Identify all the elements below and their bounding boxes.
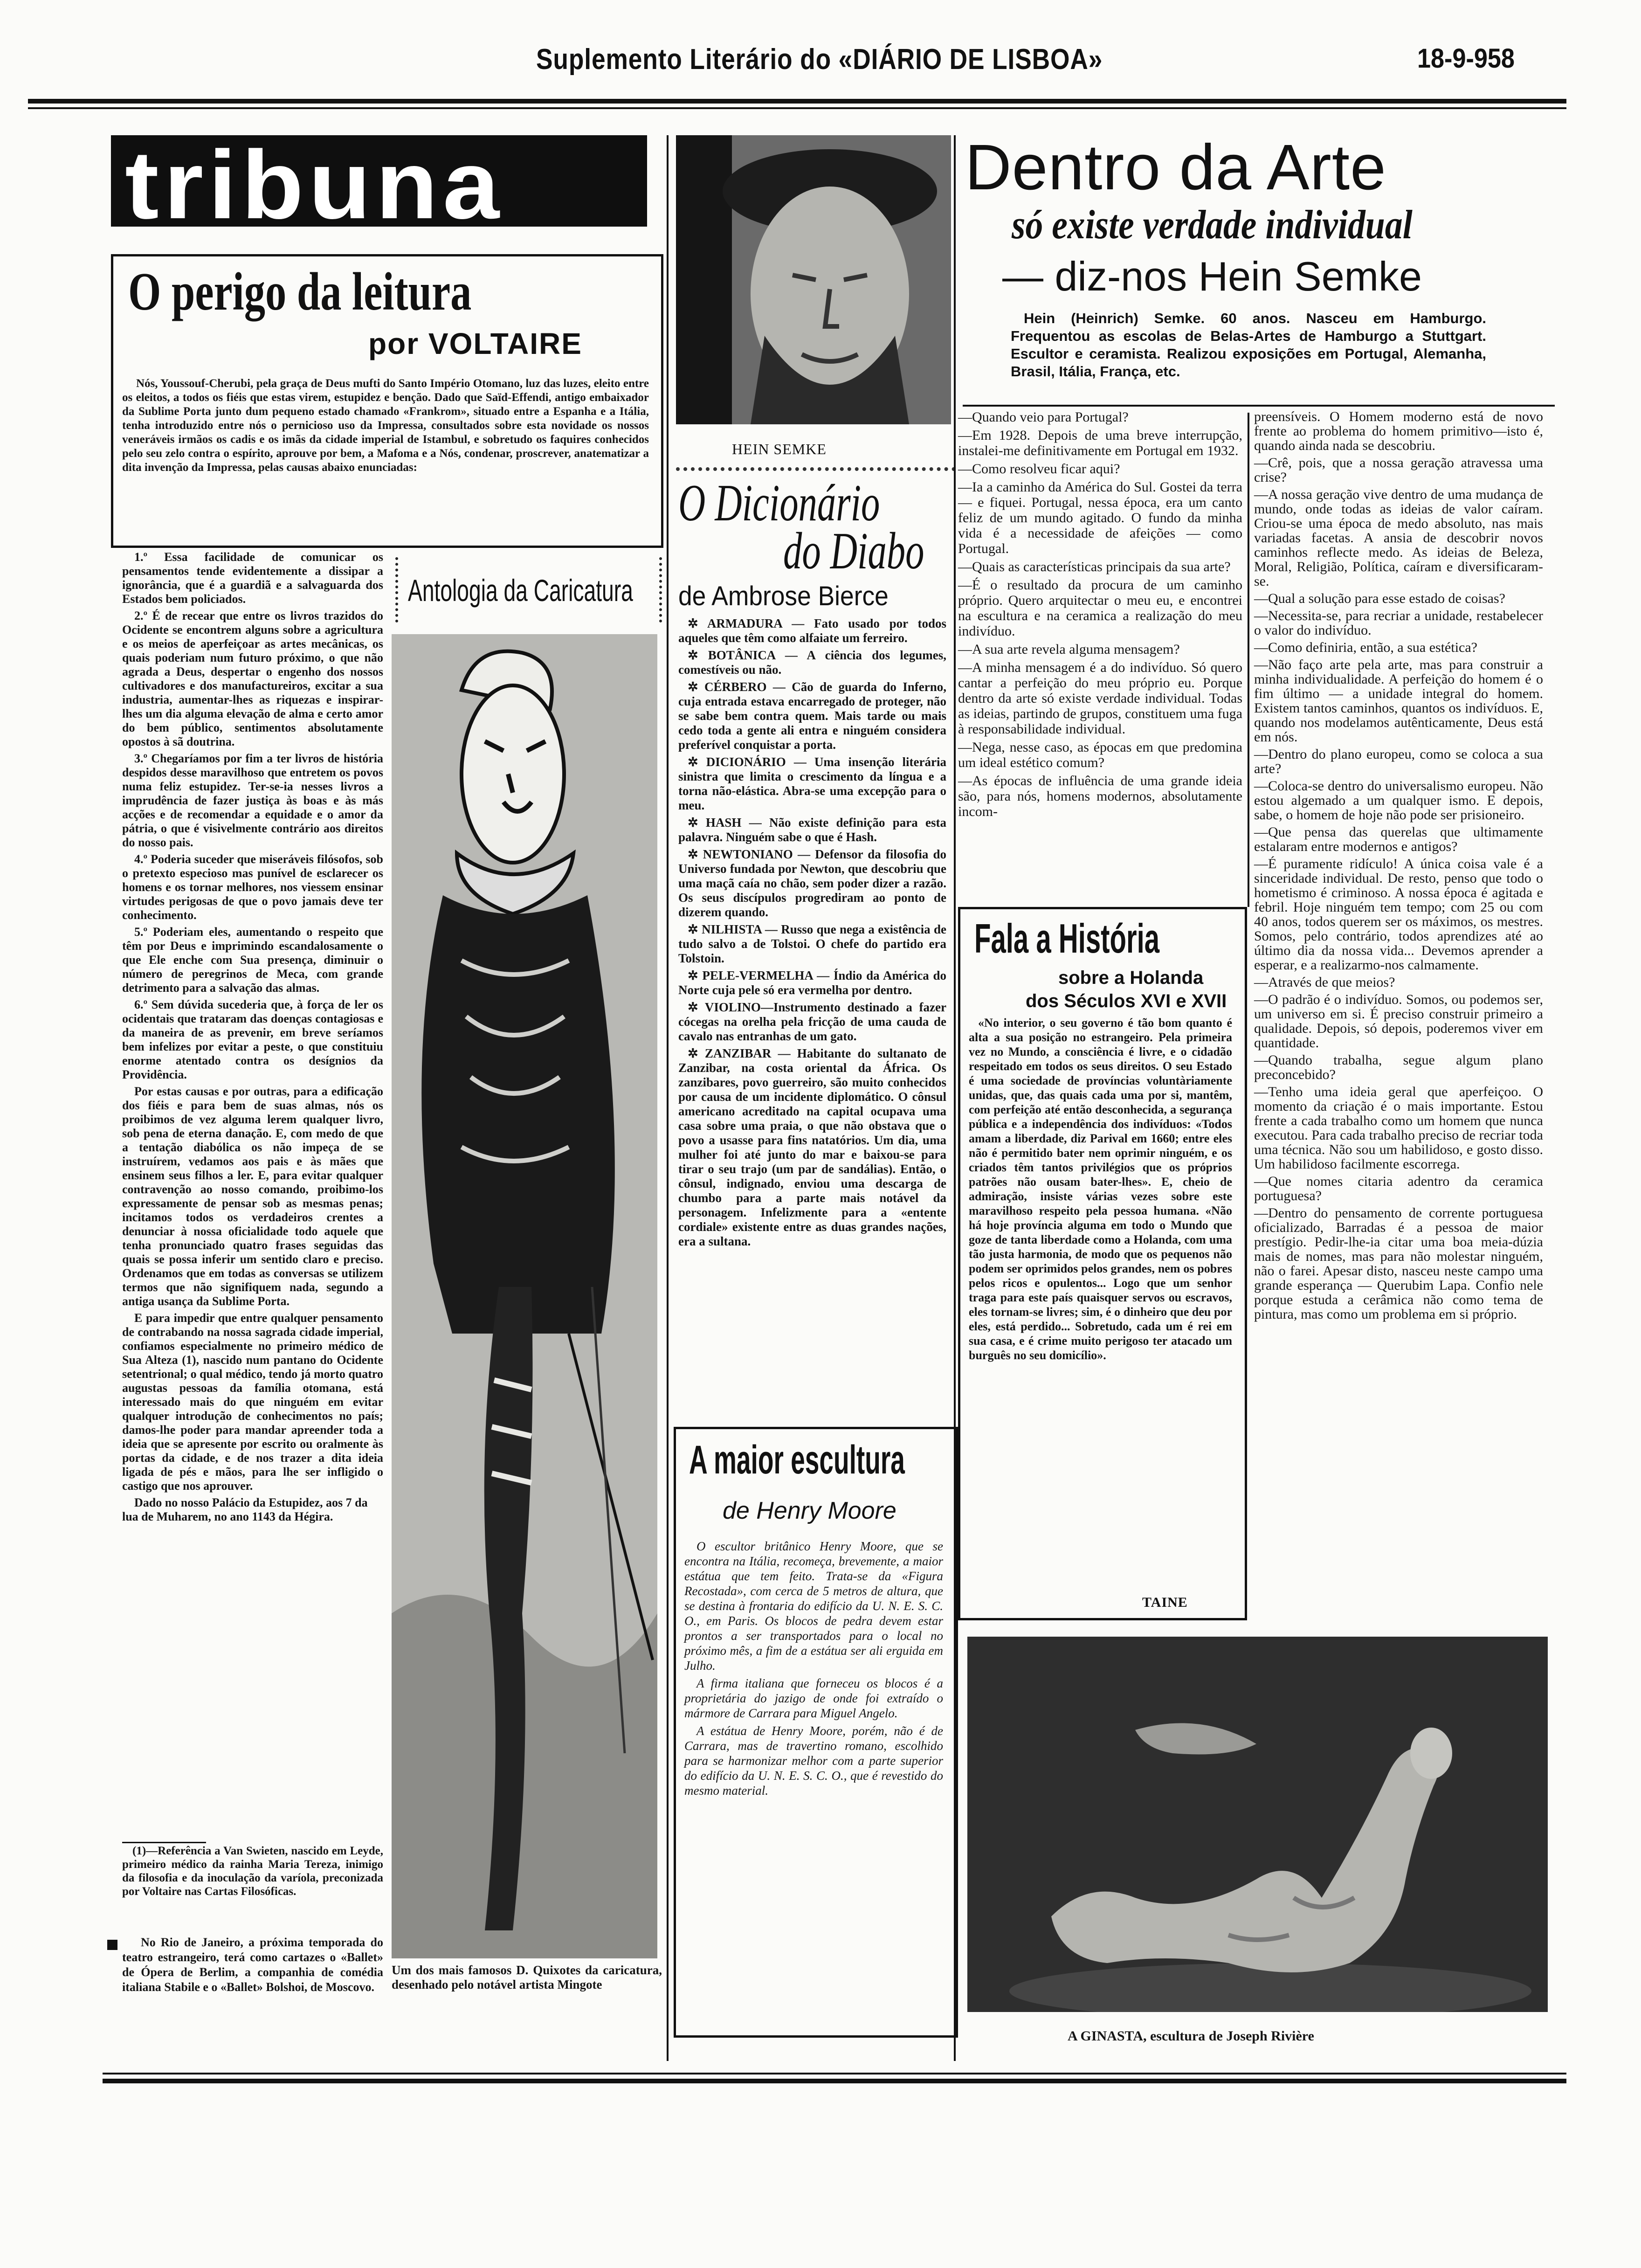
moore-paragraph: A firma italiana que forneceu os blocos é a proprietária do jazigo de onde foi extraído o mármore de Carrara para Miguel Angelo. <box>684 1676 943 1720</box>
arte-line: —Nega, nesse caso, as épocas em que predomina um ideal estético comum? <box>958 740 1242 770</box>
arte-line: —É puramente ridículo! A única coisa vale é a sinceridade individual. De resto, penso que todo o hometismo é criminoso. A nossa época é agitada e febril. Hoje ninguém tem tempo; com 25 ou com 40 anos, todos querem ser os máximos, os mestres. Somos, pelo contrário, todos aprendizes até ao último dia da nossa vida... Devemos aprender a esperar, e a realizarmo-nos calmamente. <box>1254 856 1543 973</box>
tribuna-paragraph: 6.º Sem dúvida sucederia que, à força de ler os ocidentais que trataram das doenças contagiosas e da maneira de as prevenir, em breve seríamos bem infelizes por evitar a peste, o que constituiu enorme atentado contra os desígnios da Providência. <box>122 998 383 1081</box>
gloss-entry: ✲ VIOLINO—Instrumento destinado a fazer cócegas na orelha pela fricção de uma cauda de cavalo nas entranhas de um gato. <box>678 1000 947 1043</box>
tribuna-byline: por VOLTAIRE <box>368 327 582 360</box>
arte-col-1 <box>958 409 1242 822</box>
arte-subtitle: só existe verdade individual <box>1012 202 1413 248</box>
gloss-def: — Índio da América do Norte cuja pele só era vermelha por dentro. <box>678 968 946 997</box>
header-title: Suplemento Literário do «DIÁRIO DE LISBOA» <box>536 43 1103 76</box>
historia-title: Fala a História <box>974 915 1160 961</box>
bullet-square <box>107 1940 117 1950</box>
gloss-term: DICIONÁRIO <box>706 755 786 769</box>
arte-line: —Através de que meios? <box>1254 975 1395 990</box>
caricatura-caption: Um dos mais famosos D. Quixotes da caricatura, desenhado pelo notável artista Mingote <box>392 1963 662 1991</box>
historia-author: TAINE <box>1142 1595 1188 1610</box>
arte-line: —As épocas de influência de uma grande ideia são, para nós, homens modernos, absolutamente incom- <box>958 773 1242 819</box>
rio-brief: No Rio de Janeiro, a próxima temporada do teatro estrangeiro, terá como cartazes o «Ballet» de Ópera de Berlim, a companhia de comédia italiana Stabile e o «Ballet» Bolshoi, de Moscovo. <box>122 1936 383 1994</box>
arte-subtitle-2: — diz-nos Hein Semke <box>1002 253 1422 299</box>
gloss-term: ZANZIBAR <box>704 1046 772 1060</box>
moore-paragraph: O escultor britânico Henry Moore, que se encontra na Itália, recomeça, brevemente, a maior estátua que tem feito. Trata-se da «Figura Recostada», com cerca de 5 metros de altura, que se destina à frontaria do edifício da U. N. E. S. C. O., em Paris. Os blocos de pedra devem estar prontos a ser transportados para o local no próximo mês, a fim de a estátua ser ali erguida em Julho. <box>684 1539 943 1673</box>
arte-line: —Como definiria, então, a sua estética? <box>1254 640 1477 655</box>
gloss-def: — Cão de guarda do Inferno, cuja entrada estava encarregado de proteger, não se sabe bem contra quem. Mais tarde ou mais cedo toda a gente ali entra e ninguém considera preferível conquistar a porta. <box>678 680 947 752</box>
moore-title: A maior escultura <box>689 1438 905 1482</box>
dicionario-byline: de Ambrose Bierce <box>678 581 889 611</box>
quixote-drawing <box>392 634 657 1958</box>
arte-line: —Quais as características principais da sua arte? <box>958 559 1231 574</box>
arte-line: —Em 1928. Depois de uma breve interrupção, instalei-me definitivamente em Portugal em 1932. <box>958 428 1242 458</box>
header-date: 18-9-958 <box>1417 43 1515 74</box>
gloss-def: — Não existe definição para esta palavra. Ninguém sabe o que é Hash. <box>678 816 947 844</box>
gloss-entry: ✲ HASH — Não existe definição para esta palavra. Ninguém sabe o que é Hash. <box>678 816 947 844</box>
column-rule <box>1248 413 1249 907</box>
header-rule-bottom <box>28 107 1566 109</box>
arte-line: —Não faço arte pela arte, mas para construir a minha individualidade. A perfeição do homem é o fim último — a unidade integral do homem. Existem tantos caminhos, quantos os indivíduos. E, quando nos modelamos autênticamente, Deus está em nós. <box>1254 657 1543 745</box>
gloss-def: — Uma insenção literária sinistra que limita o crescimento da língua e a torna não-elástica. Abra-se uma excepção para o meu. <box>678 755 946 812</box>
footer-rule-top <box>103 2073 1566 2074</box>
arte-line: —Necessita-se, para recriar a unidade, restabelecer o valor do indivíduo. <box>1254 608 1543 638</box>
moore-body <box>684 1539 943 1801</box>
historia-text: «No interior, o seu governo é tão bom quanto é alta a sua posição no estrangeiro. Pela primeira vez no Mundo, a consciência é livre, e o cidadão respeitado em todos os seus direitos. O seu Estado é uma sociedade de províncias voluntàriamente unidas, que, das quais cada uma por si, mantêm, com perfeição até então desconhecida, a segurança pública e a independência dos indivíduos: «Todos amam a liberdade, diz Parival em 1660; entre eles não é permitido bater nem oprimir ninguém, e os criados têm tantos privilégios que os próprios patrões não ousam bater-lhes». E, cheio de admiração, insiste várias vezes sobre este maravilhoso respeito pela pessoa humana. «Não há hoje província alguma em todo o Mundo que goze de tanta liberdade como a Holanda, com uma tão justa harmonia, de modo que os pequenos não podem ser oprimidos pelos grandes, nem os pobres pelos ricos e opulentos... Logo que um senhor traga para este país quaisquer servos ou escravos, eles tornam-se livres; sim, é o dinheiro que deu por eles, está perdido... Sobretudo, cada um é rei em sua casa, e é crime muito perigoso ter atacado um burguês no seu domicílio». <box>969 1016 1232 1362</box>
gloss-term: CÉRBERO <box>704 680 767 694</box>
gloss-term: BOTÂNICA <box>708 648 775 662</box>
semke-portrait <box>676 135 951 424</box>
tribuna-paragraph: 3.º Chegaríamos por fim a ter livros de história despidos desse maravilhoso que entretem os povos numa feliz estupidez. Ter-se-ia nesses livros a imprudência de fazer justiça às boas e às más acções e de recomendar a equidade e o amor da pátria, o que é visivelmente contrário aos direitos do nosso pais. <box>122 752 383 849</box>
moore-byline: de Henry Moore <box>723 1497 896 1524</box>
gloss-def: — A ciência dos legumes, comestíveis ou não. <box>678 648 947 677</box>
arte-line: —Que pensa das querelas que ultimamente estalaram entre modernos e antigos? <box>1254 824 1543 854</box>
caricatura-heading: Antologia da Caricatura <box>408 573 633 608</box>
portrait-shadow <box>676 135 732 424</box>
arte-line: —Dentro do plano europeu, como se coloca a sua arte? <box>1254 747 1543 776</box>
gloss-term: NEWTONIANO <box>703 847 793 861</box>
tribuna-masthead <box>111 131 647 239</box>
header-rule-top <box>28 99 1566 104</box>
arte-line: —Crê, pois, que a nossa geração atravessa uma crise? <box>1254 455 1543 485</box>
gloss-entry: ✲ DICIONÁRIO — Uma insenção literária sinistra que limita o crescimento da língua e a torna não-elástica. Abra-se uma excepção para o meu. <box>678 755 946 812</box>
gloss-entry: ✲ BOTÂNICA — A ciência dos legumes, comestíveis ou não. <box>678 648 947 677</box>
tribuna-intro: Nós, Youssouf-Cherubi, pela graça de Deus mufti do Santo Império Otomano, luz das luzes, eleito entre os eleitos, a todos os fiéis que estas virem, estupidez e benção. Dado que Saïd-Effendi, antigo embaixador da Sublime Porta junto dum pequeno estado chamado «Frankrom», situado entre a Espanha e a Itália, tenha introduzido entre nós o pernicioso uso da Impressa, consultados sobre esta novidade os nossos veneráveis irmãos os cadis e os imãs da cidade imperial de Istambul, e sobretudo os faquires conhecidos pelo seu zelo contra o espírito, aprouve por bem, a Mafoma e a Nós, condenar, proscrever, anatematizar a dita invenção da Impressa, pelas causas abaixo enunciadas: <box>122 377 649 474</box>
historia-subtitle: sobre a Holanda <box>1058 968 1204 988</box>
dicionario-entries <box>678 616 946 1252</box>
arte-line: —O padrão é o indivíduo. Somos, ou podemos ser, um universo em si. É preciso construir primeiro a qualidade. Depois, só depois, poderemos viver em quantidade. <box>1254 992 1543 1051</box>
column-rule <box>954 135 956 2061</box>
dicionario-top-rule <box>676 467 956 471</box>
arte-line: —Quando trabalha, segue algum plano preconcebido? <box>1254 1052 1543 1082</box>
gloss-term: VIOLINO <box>704 1000 761 1014</box>
ginasta-sculpture <box>967 1637 1548 2012</box>
dicionario-title-1: O Dicionário <box>678 474 880 532</box>
arte-line: —Tenho uma ideia geral que aperfeiçoo. O momento da criação é o mais importante. Estou frente a cada trabalho como um homem que nunca executou. Para cada trabalho preciso de recriar toda uma técnica. Não sou um habilidoso, e gosto disso. Um habilidoso facilmente escorrega. <box>1254 1084 1543 1172</box>
arte-line: —Ia a caminho da América do Sul. Gostei da terra — e fiquei. Portugal, nessa época, era um canto feliz de um mundo agitado. O fundo da minha vida é a necessidade de afeições — como Portugal. <box>958 479 1242 556</box>
arte-line: —A nossa geração vive dentro de uma mudança de mundo, onde todas as ideias de valor caíram. Criou-se uma época de medo absoluto, nas mais variadas facetas. A ansia de descobrir novos caminhos reflecte medo. As ideias de Beleza, Moral, Religião, Política, caíram e diversificaram-se. <box>1254 487 1543 589</box>
tribuna-paragraph: E para impedir que entre qualquer pensamento de contrabando na nossa sagrada cidade imperial, confiamos especialmente no primeiro médico de Sua Alteza (1), nascido num pantano do Ocidente setentrional; o qual médico, tendo já morto quatro augustas pessoas da família otomana, está interessado mais do que ninguém em evitar qualquer introdução de conhecimentos no país; damos-lhe poder para mandar apreender toda a ideia que se apresente por escrito ou oralmente às portas da cidade, e de nos trazer a dita ideia ligada de pés e mãos, para lhe ser infligido o castigo que nos aprouver. <box>122 1311 383 1493</box>
gloss-term: HASH <box>705 816 742 830</box>
tribuna-paragraph: 4.º Poderia suceder que miseráveis filósofos, sob o pretexto especioso mas punível de esclarecer os homens e os tornar melhores, nos viessem ensinar virtudes perigosas de que o povo jamais deve ter conhecimento. <box>122 852 383 922</box>
tribuna-masthead-text: tribuna <box>125 131 504 239</box>
quixote-head <box>462 685 564 863</box>
tribuna-paragraph: Por estas causas e por outras, para a edificação dos fiéis e para bem de suas almas, nós os proibimos de vez alguma lerem qualquer livro, sob pena de eterna danação. E, com medo de que a tentação diabólica os não impeça de se instruírem, vedamos aos pais e às mães que ensinem seus filhos a ler. E, para evitar qualquer contravenção ao nosso comando, proibimo-los expressamente de pensar sob as mesmas penas; incitamos todos os verdadeiros crentes a denunciar à nossa oficialidade todo aquele que tenha pronunciado quatro frases seguidas das quais se possa inferir um sentido claro e preciso. Ordenamos que em todas as conversas se utilizem termos que não signifiquem nada, segundo a antiga usança da Sublime Porta. <box>122 1085 383 1308</box>
gloss-entry: ✲ CÉRBERO — Cão de guarda do Inferno, cuja entrada estava encarregado de proteger, não se sabe bem contra quem. Mais tarde ou mais cedo toda a gente ali entra e ninguém considera preferível conquistar a porta. <box>678 680 947 752</box>
gloss-def: — Fato usado por todos aqueles que têm como alfaiate um ferreiro. <box>678 616 946 645</box>
arte-title: Dentro da Arte <box>965 131 1386 203</box>
quixote-caricature <box>392 634 657 1958</box>
tribuna-body <box>122 550 383 1527</box>
tribuna-paragraph: 1.º Essa facilidade de comunicar os pensamentos tende evidentemente a dissipar a ignorância, que é a guardiã e a salvaguarda dos Estados bem policiados. <box>122 550 383 606</box>
gloss-def: — Defensor da filosofia do Universo fundada por Newton, que descobriu que uma maçã caía no chão, sem poder dizer a razão. Os seus discípulos progrediram ao ponto de dizerem quando. <box>678 847 946 919</box>
footnote-rule <box>122 1842 206 1843</box>
arte-line: —Que nomes citaria adentro da ceramica portuguesa? <box>1254 1174 1543 1203</box>
gloss-entry: ✲ ZANZIBAR — Habitante do sultanato de Zanzibar, na costa oriental da África. Os zanzibares, povo guerreiro, são muito conhecidos por causa de um incidente diplomático. O cônsul americano acreditado na capital ocupava uma casa sobre uma praia, o que não obstava que o povo a usasse para fins natatórios. Um dia, uma mulher foi até junto do mar e baixou-se para tirar o seu trajo (um par de sandálias). Então, o cônsul, indignado, enviou uma descarga de chumbo para a parte mais notável da personagem. Infelizmente para a «entente cordiale» existente entre as duas grandes nações, era a sultana. <box>678 1046 946 1248</box>
footer-rule-bottom <box>103 2079 1566 2083</box>
arte-line: —A sua arte revela alguma mensagem? <box>958 642 1180 657</box>
moore-paragraph: A estátua de Henry Moore, porém, não é de Carrara, mas de travertino romano, escolhido para se harmonizar melhor com a parte superior do edifício da U. N. E. S. C. O., que é revestido do mesmo material. <box>684 1724 943 1798</box>
gloss-def: —Instrumento destinado a fazer cócegas na orelha pela fricção de uma cauda de cavalo nas entranhas de um gato. <box>678 1000 947 1043</box>
arte-line: —Coloca-se dentro do universalismo europeu. Não estou algemado a um qualquer ismo. E depois, sabe, o homem de hoje não pode ser prisioneiro. <box>1254 778 1543 823</box>
gloss-entry: ✲ NEWTONIANO — Defensor da filosofia do Universo fundada por Newton, que descobriu que uma maçã caía no chão, sem poder dizer a razão. Os seus discípulos progrediram ao ponto de dizerem quando. <box>678 847 946 919</box>
column-rule <box>667 135 669 2061</box>
gloss-entry: ✲ ARMADURA — Fato usado por todos aqueles que têm como alfaiate um ferreiro. <box>678 616 946 645</box>
tribuna-footnote: (1)—Referência a Van Swieten, nascido em Leyde, primeiro médico da rainha Maria Tereza, inimigo da filosofia e da inoculação da varíola, preconizada por Voltaire nas Cartas Filosóficas. <box>122 1845 383 1898</box>
tribuna-title: O perigo da leitura <box>128 262 472 322</box>
ginasta-caption: A GINASTA, escultura de Joseph Rivière <box>1068 2028 1314 2044</box>
gloss-term: NILHISTA <box>701 922 762 936</box>
arte-line: —É o resultado da procura de um caminho próprio. Quero arquitectar o meu eu, e encontrei na escultura e na ceramica a realização do meu indivíduo. <box>958 577 1242 639</box>
arte-line: —Como resolveu ficar aqui? <box>958 461 1120 477</box>
arte-line: —Qual a solução para esse estado de coisas? <box>1254 591 1505 606</box>
ginasta-head <box>1410 1728 1452 1779</box>
arte-line: —Dentro do pensamento de corrente portuguesa oficializado, Barradas é a pessoa de maior prestígio. Pedir-lhe-ia citar uma boa meia-dúzia mais de nomes, mas para não molestar ninguém, não o farei. Apesar disto, nasceu neste campo uma grande esperança — Querubim Lapa. Confio nele porque estuda a cerâmica não como tema de pintura, mas como um problema em si próprio. <box>1254 1205 1543 1322</box>
tribuna-paragraph: 5.º Poderiam eles, aumentando o respeito que têm por Deus e imprimindo escandalosamente o que Ele enche com Sua presença, diminuir o número de peregrinos de Meca, com grande detrimento para a salvação das almas. <box>122 925 383 995</box>
arte-bio: Hein (Heinrich) Semke. 60 anos. Nasceu em Hamburgo. Frequentou as escolas de Belas-Artes de Hamburgo a Stuttgart. Escultor e ceramista. Realizou exposições em Portugal, Alemanha, Brasil, Itália, França, etc. <box>1011 310 1486 380</box>
arte-line: —A minha mensagem é a do indivíduo. Só quero cantar a perfeição do meu próprio eu. Porque dentro da arte só existe verdade individual. Todas as ideias, partindo de grupos, constituem uma fuga à responsabilidade individual. <box>958 660 1242 737</box>
gloss-def: — Habitante do sultanato de Zanzibar, na costa oriental da África. Os zanzibares, povo guerreiro, são muito conhecidos por causa de um incidente diplomático. O cônsul americano acreditado na capital ocupava uma casa sobre uma praia, o que não obstava que o povo a usasse para fins natatórios. Um dia, uma mulher foi até junto do mar e baixou-se para tirar o seu trajo (um par de sandálias). Então, o cônsul, indignado, enviou uma descarga de chumbo para a parte mais notável da personagem. Infelizmente para a «entente cordiale» existente entre as duas grandes nações, era a sultana. <box>678 1046 946 1248</box>
arte-col-2 <box>1254 409 1543 1324</box>
historia-subtitle-2: dos Séculos XVI e XVII <box>1026 991 1227 1011</box>
arte-line: preensíveis. O Homem moderno está de novo frente ao problema do homem primitivo—isto é, quando ainda nada se descobriu. <box>1254 409 1543 453</box>
gloss-term: ARMADURA <box>707 616 782 630</box>
dicionario-title-2: do Diabo <box>783 522 924 580</box>
tribuna-paragraph: 2.º É de recear que entre os livros trazidos do Ocidente se encontrem alguns sobre a agricultura e os meios de aperfeiçoar as artes mecânicas, os quais poderiam num futuro próximo, o que não agrada a Deus, despertar o engenho dos nossos cultivadores e dos manufactureiros, excitar a sua industria, aumentar-lhes as riquezas e inspirar-lhes um dia alguma elevação de alma e certo amor do bem público, sentimentos absolutamente opostos à sã doutrina. <box>122 609 383 748</box>
arte-bio-rule <box>963 405 1555 407</box>
gloss-entry: ✲ PELE-VERMELHA — Índio da América do Norte cuja pele só era vermelha por dentro. <box>678 968 946 997</box>
gloss-term: PELE-VERMELHA <box>702 968 813 982</box>
semke-caption: HEIN SEMKE <box>732 441 827 457</box>
semke-portrait-image <box>676 135 951 424</box>
quixote-cloak <box>421 895 615 1334</box>
gloss-def: — Russo que nega a existência de tudo salvo a de Tolstoi. O chefe do partido era Tolstoin. <box>678 922 947 965</box>
tribuna-paragraph: Dado no nosso Palácio da Estupidez, aos 7 da lua de Muharem, no ano 1143 da Hégira. <box>122 1496 368 1523</box>
gloss-entry: ✲ NILHISTA — Russo que nega a existência de tudo salvo a de Tolstoi. O chefe do partido era Tolstoin. <box>678 922 947 965</box>
ginasta-photo <box>967 1637 1548 2012</box>
arte-line: —Quando veio para Portugal? <box>958 409 1129 425</box>
